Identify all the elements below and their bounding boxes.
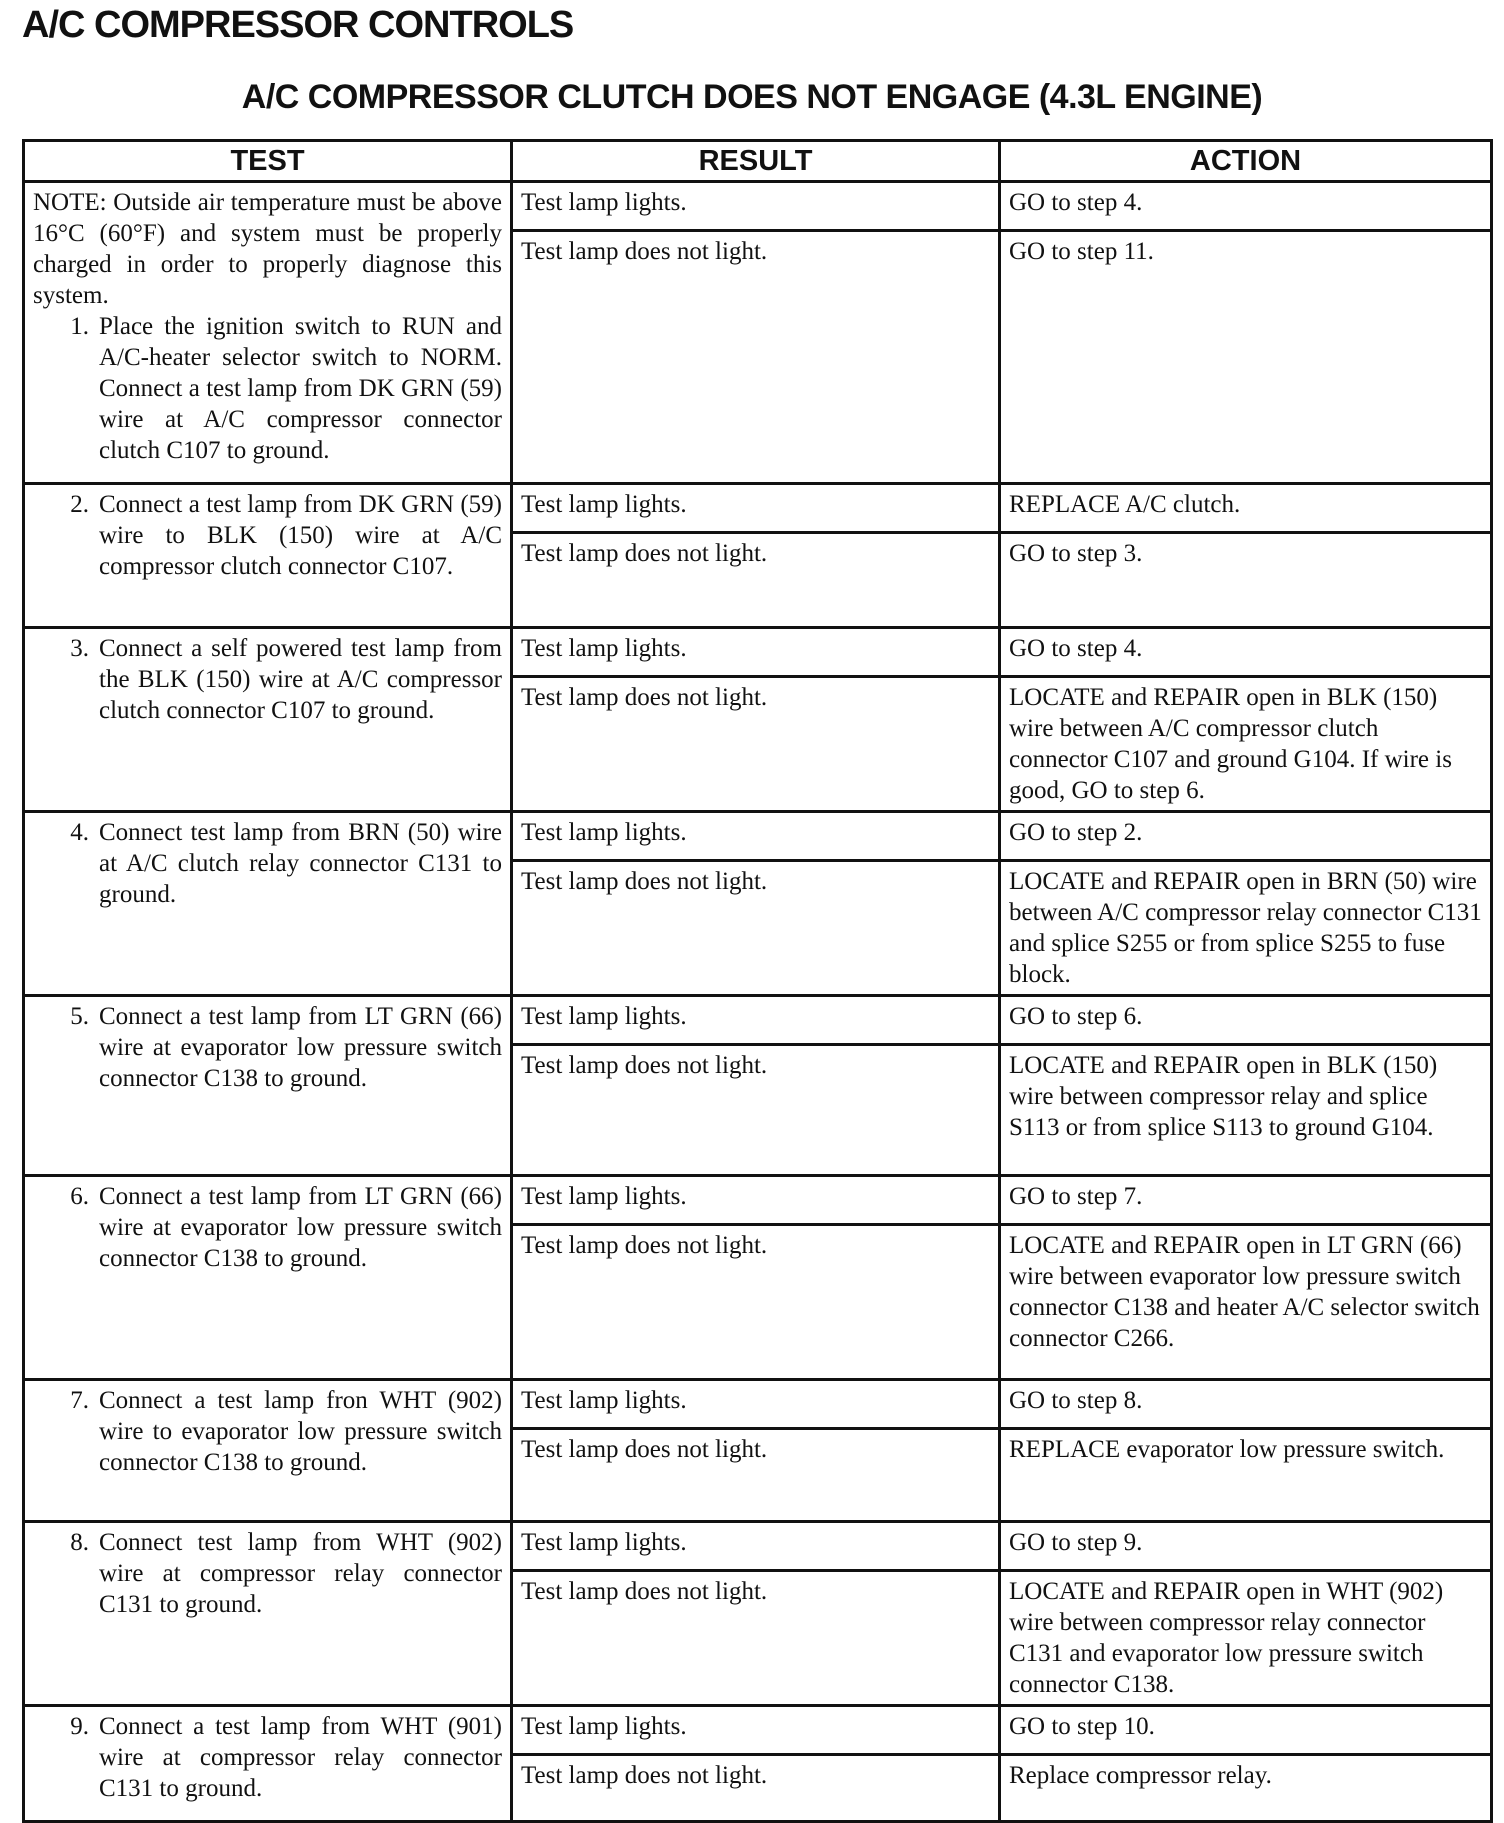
step-text: Connect a test lamp from LT GRN (66) wire at evaporator low pressure switch connector C138 to ground. xyxy=(99,1003,502,1092)
action-cell: GO to step 10. xyxy=(1000,1706,1492,1755)
action-cell: LOCATE and REPAIR open in WHT (902) wire between compressor relay connector C131 and evaporator low pressure switch connector C138. xyxy=(1000,1571,1492,1706)
table-row xyxy=(24,1380,1492,1429)
result-cell: Test lamp lights. xyxy=(512,484,1000,533)
page-title: A/C COMPRESSOR CONTROLS xyxy=(22,4,574,46)
table-row xyxy=(24,484,1492,533)
test-note: NOTE: Outside air temperature must be above 16°C (60°F) and system must be properly charged in order to properly diagnose this system. xyxy=(33,189,502,309)
result-cell: Test lamp lights. xyxy=(512,812,1000,861)
test-cell xyxy=(24,1176,512,1380)
test-step xyxy=(33,489,502,582)
result-cell: Test lamp does not light. xyxy=(512,1755,1000,1822)
result-cell: Test lamp lights. xyxy=(512,1176,1000,1225)
result-cell: Test lamp lights. xyxy=(512,628,1000,677)
step-text: Connect a test lamp from DK GRN (59) wire to BLK (150) wire at A/C compressor clutch connector C107. xyxy=(99,491,502,580)
result-cell: Test lamp does not light. xyxy=(512,231,1000,484)
page-subtitle: A/C COMPRESSOR CLUTCH DOES NOT ENGAGE (4.3L ENGINE) xyxy=(241,78,1263,116)
result-cell: Test lamp lights. xyxy=(512,1522,1000,1571)
test-cell xyxy=(24,812,512,996)
step-text: Connect a self powered test lamp from the BLK (150) wire at A/C compressor clutch connector C107 to ground. xyxy=(99,635,502,724)
action-cell: GO to step 2. xyxy=(1000,812,1492,861)
step-text: Place the ignition switch to RUN and A/C-heater selector switch to NORM. Connect a test lamp from DK GRN (59) wire at A/C compressor connector clutch C107 to ground. xyxy=(99,313,502,464)
action-cell: GO to step 4. xyxy=(1000,628,1492,677)
action-cell: REPLACE A/C clutch. xyxy=(1000,484,1492,533)
test-step xyxy=(33,1711,502,1804)
step-number: 6. xyxy=(70,1183,89,1210)
step-number: 5. xyxy=(70,1003,89,1030)
result-cell: Test lamp does not light. xyxy=(512,1571,1000,1706)
step-number: 3. xyxy=(70,635,89,662)
test-step xyxy=(33,1385,502,1478)
test-step xyxy=(33,1527,502,1620)
test-cell xyxy=(24,182,512,484)
header-action: ACTION xyxy=(1000,141,1492,182)
step-number: 1. xyxy=(70,313,89,340)
step-number: 8. xyxy=(70,1529,89,1556)
action-cell: Replace compressor relay. xyxy=(1000,1755,1492,1822)
test-step xyxy=(33,633,502,726)
table-row xyxy=(24,812,1492,861)
test-step xyxy=(33,1181,502,1274)
action-cell: GO to step 4. xyxy=(1000,182,1492,231)
result-cell: Test lamp lights. xyxy=(512,1380,1000,1429)
result-cell: Test lamp does not light. xyxy=(512,533,1000,628)
result-cell: Test lamp lights. xyxy=(512,1706,1000,1755)
header-test: TEST xyxy=(24,141,512,182)
action-cell: REPLACE evaporator low pressure switch. xyxy=(1000,1429,1492,1522)
diagnosis-table xyxy=(22,139,1493,1823)
step-text: Connect test lamp from WHT (902) wire at compressor relay connector C131 to ground. xyxy=(99,1529,502,1618)
table-row xyxy=(24,628,1492,677)
step-text: Connect a test lamp from WHT (901) wire at compressor relay connector C131 to ground. xyxy=(99,1713,502,1802)
test-cell xyxy=(24,628,512,812)
action-cell: LOCATE and REPAIR open in BRN (50) wire between A/C compressor relay connector C131 and splice S255 or from splice S255 to fuse block. xyxy=(1000,861,1492,996)
table-row xyxy=(24,182,1492,231)
action-cell: GO to step 9. xyxy=(1000,1522,1492,1571)
test-cell xyxy=(24,996,512,1176)
action-cell: LOCATE and REPAIR open in BLK (150) wire between compressor relay and splice S113 or from splice S113 to ground G104. xyxy=(1000,1045,1492,1176)
table-row xyxy=(24,996,1492,1045)
step-number: 7. xyxy=(70,1387,89,1414)
action-cell: GO to step 6. xyxy=(1000,996,1492,1045)
step-number: 9. xyxy=(70,1713,89,1740)
step-text: Connect test lamp from BRN (50) wire at A/C clutch relay connector C131 to ground. xyxy=(99,819,502,908)
header-result: RESULT xyxy=(512,141,1000,182)
result-cell: Test lamp does not light. xyxy=(512,1429,1000,1522)
test-step xyxy=(33,817,502,910)
action-cell: LOCATE and REPAIR open in BLK (150) wire between A/C compressor clutch connector C107 and ground G104. If wire is good, GO to step 6. xyxy=(1000,677,1492,812)
action-cell: GO to step 3. xyxy=(1000,533,1492,628)
result-cell: Test lamp does not light. xyxy=(512,1045,1000,1176)
test-cell xyxy=(24,1522,512,1706)
result-cell: Test lamp does not light. xyxy=(512,861,1000,996)
result-cell: Test lamp does not light. xyxy=(512,677,1000,812)
table-row xyxy=(24,1522,1492,1571)
step-number: 2. xyxy=(70,491,89,518)
step-number: 4. xyxy=(70,819,89,846)
test-cell xyxy=(24,1706,512,1822)
table-row xyxy=(24,1176,1492,1225)
result-cell: Test lamp lights. xyxy=(512,182,1000,231)
step-text: Connect a test lamp from LT GRN (66) wire at evaporator low pressure switch connector C138 to ground. xyxy=(99,1183,502,1272)
test-step xyxy=(33,1001,502,1094)
result-cell: Test lamp does not light. xyxy=(512,1225,1000,1380)
result-cell: Test lamp lights. xyxy=(512,996,1000,1045)
step-text: Connect a test lamp fron WHT (902) wire to evaporator low pressure switch connector C138 to ground. xyxy=(99,1387,502,1476)
test-cell xyxy=(24,484,512,628)
action-cell: GO to step 7. xyxy=(1000,1176,1492,1225)
action-cell: GO to step 8. xyxy=(1000,1380,1492,1429)
table-row xyxy=(24,1706,1492,1755)
action-cell: LOCATE and REPAIR open in LT GRN (66) wire between evaporator low pressure switch connector C138 and heater A/C selector switch connector C266. xyxy=(1000,1225,1492,1380)
test-step xyxy=(33,311,502,466)
table-header-row xyxy=(24,141,1492,182)
action-cell: GO to step 11. xyxy=(1000,231,1492,484)
test-cell xyxy=(24,1380,512,1522)
